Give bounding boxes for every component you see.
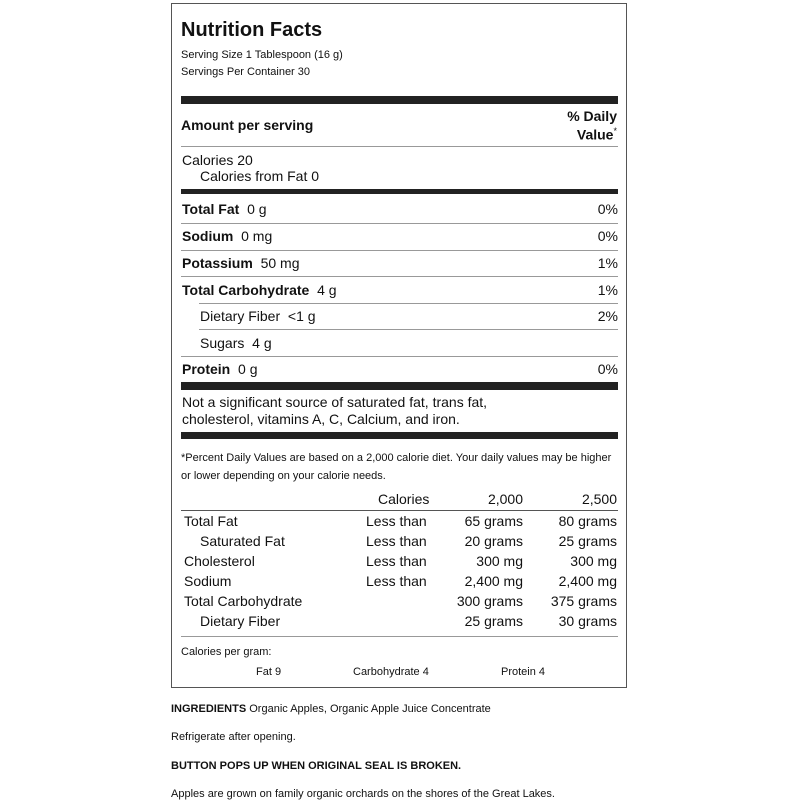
dv-row-2000: 300 mg — [476, 553, 523, 569]
nutrient-amount: 50 mg — [260, 255, 300, 271]
divider — [181, 223, 618, 224]
nutrient-amount: 0 g — [247, 201, 267, 217]
nutrient-row-sodium — [182, 228, 618, 244]
daily-value-line2: Value — [576, 126, 614, 143]
dv-row-2500: 30 grams — [558, 613, 617, 629]
nutrient-dv: 0% — [597, 201, 618, 217]
footnote-line2: or lower depending on your calorie needs. — [181, 470, 386, 482]
nutrient-dv: 2% — [597, 308, 618, 324]
dv-row-name: Sodium — [184, 573, 232, 589]
nutrient-dv: 1% — [597, 255, 618, 271]
origin-note: Apples are grown on family organic orchards on the shores of the Great Lakes. — [171, 788, 555, 800]
ingredients-text: Organic Apples, Organic Apple Juice Concentrate — [249, 703, 491, 715]
nutrient-name: Total Fat — [182, 201, 240, 217]
cpg-fat: Fat 9 — [256, 666, 282, 678]
footnote-line1: *Percent Daily Values are based on a 2,000 calorie diet. Your daily values may be higher — [181, 452, 612, 464]
nutrient-row-dietary-fiber — [200, 308, 618, 324]
dv-row-name: Saturated Fat — [200, 533, 285, 549]
dv-row-2000: 25 grams — [464, 613, 523, 629]
calories-from-fat: Calories from Fat 0 — [200, 168, 320, 184]
dv-row-name: Total Carbohydrate — [184, 593, 303, 609]
daily-value-asterisk: * — [613, 126, 617, 136]
nutrient-name: Total Carbohydrate — [182, 282, 310, 298]
not-significant-line2: cholesterol, vitamins A, C, Calcium, and iron. — [182, 411, 460, 427]
dv-row-2500: 80 grams — [558, 513, 617, 529]
divider — [199, 329, 618, 330]
divider — [181, 510, 618, 511]
amount-per-serving: Amount per serving — [181, 117, 314, 133]
nutrient-amount: 4 g — [252, 335, 272, 351]
nutrient-row-potassium — [182, 255, 618, 271]
dv-row-2500: 300 mg — [570, 553, 617, 569]
dv-row-name: Total Fat — [184, 513, 238, 529]
nutrient-row-sugars — [200, 335, 618, 351]
cpg-protein: Protein 4 — [501, 666, 546, 678]
nutrient-amount: 0 g — [238, 361, 258, 377]
nutrient-dv: 0% — [597, 228, 618, 244]
dv-header-calories: Calories — [378, 491, 430, 507]
nutrient-amount: 0 mg — [241, 228, 273, 244]
divider — [199, 303, 618, 304]
dv-header-2000: 2,000 — [487, 491, 523, 507]
dv-row-2000: 2,400 mg — [464, 573, 523, 589]
nutrient-name: Sodium — [182, 228, 234, 244]
divider — [181, 356, 618, 357]
dv-row-2000: 65 grams — [464, 513, 523, 529]
medium-divider — [181, 189, 618, 194]
nutrient-amount: <1 g — [287, 308, 316, 324]
thick-divider — [181, 432, 618, 439]
dv-row-limit: Less than — [366, 533, 427, 549]
calories-per-gram: Calories per gram: — [181, 646, 272, 658]
nutrient-row-protein — [182, 361, 618, 377]
serving-size: Serving Size 1 Tablespoon (16 g) — [181, 49, 343, 61]
dv-row-limit: Less than — [366, 513, 427, 529]
nutrient-row-total-carbohydrate — [182, 282, 618, 298]
divider — [181, 146, 618, 147]
dv-row-name: Cholesterol — [184, 553, 255, 569]
thick-divider — [181, 382, 618, 390]
nutrient-name: Potassium — [182, 255, 253, 271]
dv-header-2500: 2,500 — [581, 491, 617, 507]
nutrient-name: Dietary Fiber — [200, 308, 281, 324]
daily-value-header — [567, 109, 617, 143]
thick-divider — [181, 96, 618, 104]
divider — [181, 250, 618, 251]
cpg-carbohydrate: Carbohydrate 4 — [353, 666, 429, 678]
dv-row-limit: Less than — [366, 573, 427, 589]
divider — [181, 276, 618, 277]
calories: Calories 20 — [182, 152, 253, 168]
ingredients-label: INGREDIENTS — [171, 703, 247, 715]
not-significant-line1: Not a significant source of saturated fat, trans fat, — [182, 394, 488, 410]
nutrient-dv: 0% — [597, 361, 618, 377]
refrigerate-note: Refrigerate after opening. — [171, 731, 296, 743]
dv-row-2500: 2,400 mg — [558, 573, 617, 589]
nutrient-dv: 1% — [597, 282, 618, 298]
dv-row-name: Dietary Fiber — [200, 613, 281, 629]
seal-warning: BUTTON POPS UP WHEN ORIGINAL SEAL IS BROKEN. — [171, 760, 462, 772]
dv-row-2500: 375 grams — [550, 593, 617, 609]
servings-per-container: Servings Per Container 30 — [181, 66, 311, 78]
nutrient-name: Protein — [182, 361, 231, 377]
dv-row-2000: 300 grams — [456, 593, 523, 609]
label-title: Nutrition Facts — [181, 19, 323, 41]
nutrient-amount: 4 g — [317, 282, 337, 298]
nutrient-name: Sugars — [200, 335, 245, 351]
dv-row-2500: 25 grams — [558, 533, 617, 549]
daily-value-line1: % Daily — [567, 108, 617, 124]
nutrient-row-total-fat — [182, 201, 618, 217]
dv-row-limit: Less than — [366, 553, 427, 569]
divider — [181, 636, 618, 637]
ingredients — [171, 703, 491, 715]
nutrition-facts-label — [171, 3, 627, 688]
dv-row-2000: 20 grams — [464, 533, 523, 549]
